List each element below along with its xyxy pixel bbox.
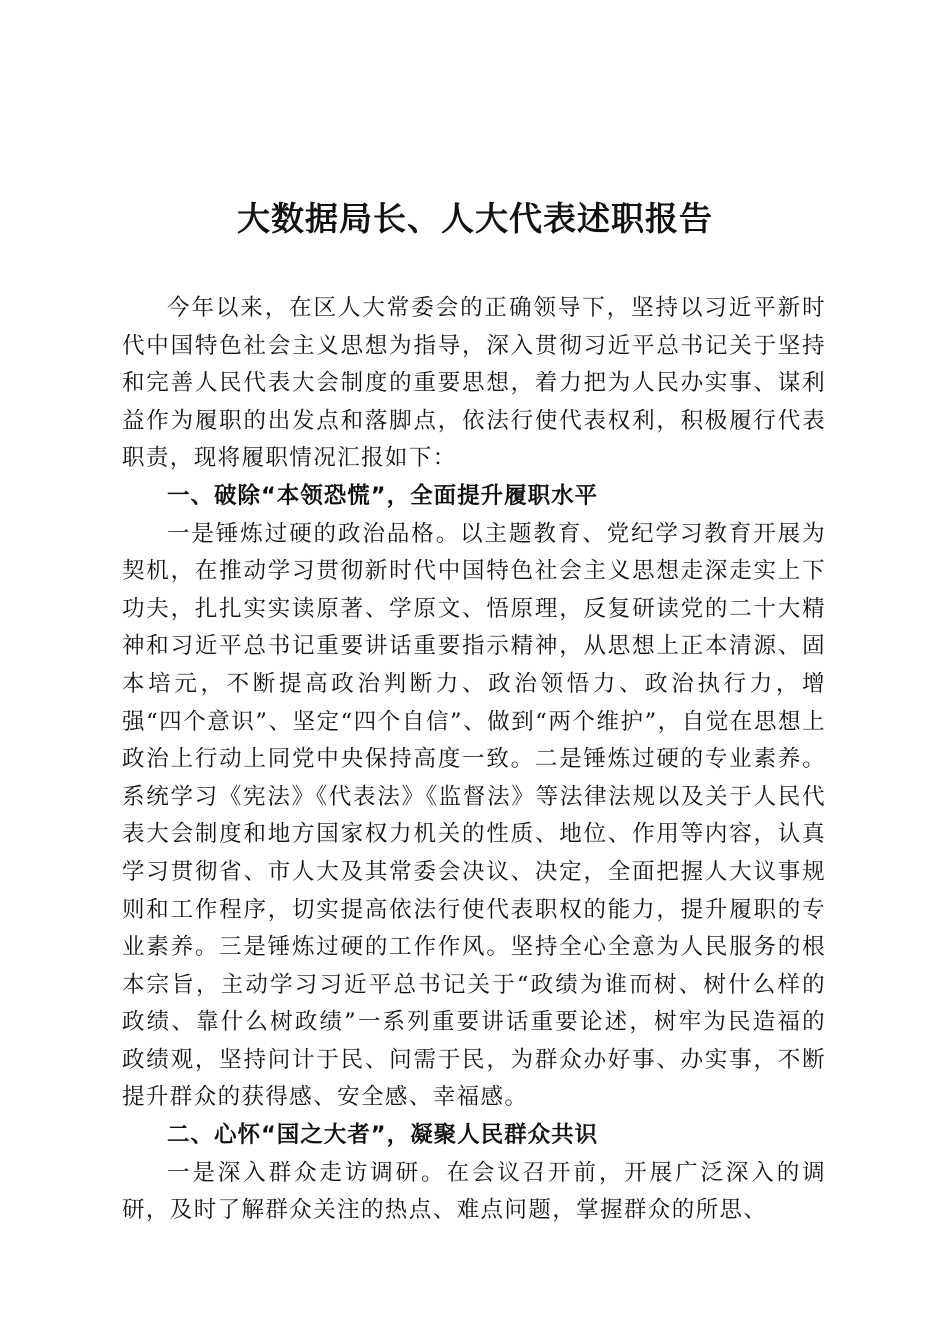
document-title: 大数据局长、人大代表述职报告 bbox=[237, 199, 713, 238]
section-1-paragraph: 一是锤炼过硬的政治品格。以主题教育、党纪学习教育开展为契机，在推动学习贯彻新时代中国特色社会主义思想走深走实上下功夫，扎扎实实读原著、学原文、悟原理，反复研读党的二十大精神和习近平总书记重要讲话重要指示精神，从思想上正本清源、固本培元，不断提高政治判断力、政治领悟力、政治执行力，增强“四个意识”、坚定“四个自信”、做到“两个维护”，自觉在思想上政治上行动上同党中央保持高度一致。二是锤炼过硬的专业素养。系统学习《宪法》《代表法》《监督法》等法律法规以及关于人民代表大会制度和地方国家权力机关的性质、地位、作用等内容，认真学习贯彻省、市人大及其常委会决议、决定，全面把握人大议事规则和工作程序，切实提高依法行使代表职权的能力，提升履职的专业素养。三是锤炼过硬的工作作风。坚持全心全意为人民服务的根本宗旨，主动学习习近平总书记关于“政绩为谁而树、树什么样的政绩、靠什么树政绩”一系列重要讲话重要论述，树牢为民造福的政绩观，坚持问计于民、问需于民，为群众办好事、办实事，不断提升群众的获得感、安全感、幸福感。 bbox=[122, 520, 826, 1111]
section-2-heading: 二、心怀“国之大者”，凝聚人民群众共识 bbox=[167, 1122, 599, 1149]
section-1-heading: 一、破除“本领恐慌”，全面提升履职水平 bbox=[167, 482, 599, 509]
document-body bbox=[122, 290, 826, 1230]
section-2-paragraph: 一是深入群众走访调研。在会议召开前，开展广泛深入的调研，及时了解群众关注的热点、难点问题，掌握群众的所思、 bbox=[122, 1159, 826, 1224]
intro-paragraph: 今年以来，在区人大常委会的正确领导下，坚持以习近平新时代中国特色社会主义思想为指导，深入贯彻习近平总书记关于坚持和完善人民代表大会制度的重要思想，着力把为人民办实事、谋利益作为履职的出发点和落脚点，依法行使代表权利，积极履行代表职责，现将履职情况汇报如下： bbox=[122, 295, 826, 472]
